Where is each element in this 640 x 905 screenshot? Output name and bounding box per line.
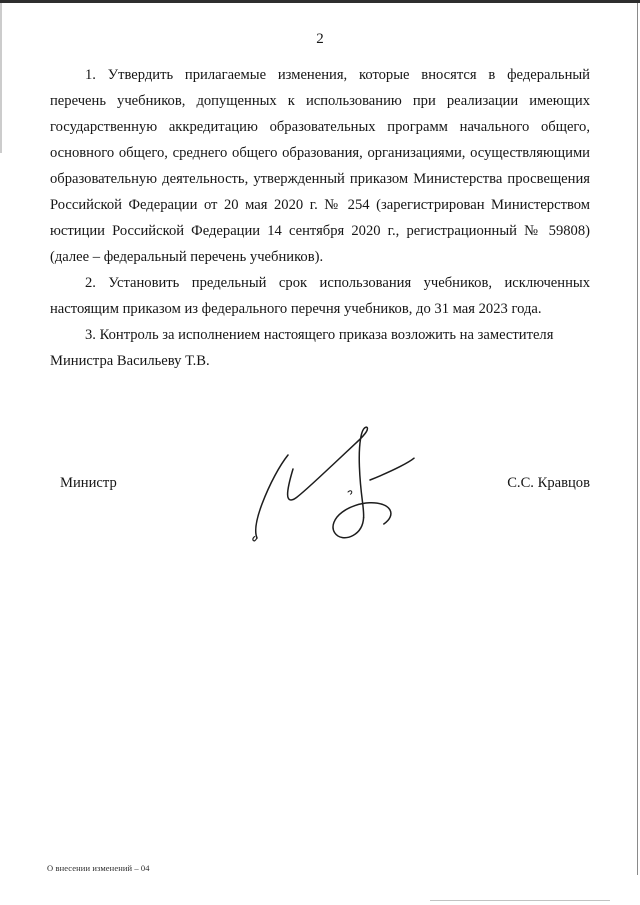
page-number: 2 xyxy=(316,31,324,47)
signature-row xyxy=(0,472,640,494)
paragraph-1: 1. Утвердить прилагаемые изменения, которые вносятся в федеральный перечень учебников, допущенных к использованию при реализации имеющих государственную аккредитацию образовательных программ начального общего, основного общего, среднего общего образования, организациями, осуществляющими образовательную деятельность, утвержденный приказом Министерства просвещения Российской Федерации от 20 мая 2020 г. № 254 (зарегистрирован Министерством юстиции Российской Федерации 14 сентября 2020 г., регистрационный № 59808) (далее – федеральный перечень учебников). xyxy=(50,67,590,265)
scan-artifact-top-edge xyxy=(0,0,640,3)
document-body xyxy=(50,62,590,374)
scan-artifact-left-edge xyxy=(0,3,2,153)
signatory-name: С.С. Кравцов xyxy=(507,475,590,491)
footer-note: О внесении изменений – 04 xyxy=(47,863,150,873)
scan-artifact-bottom-edge xyxy=(430,900,610,901)
paragraph-2: 2. Установить предельный срок использования учебников, исключенных настоящим приказом из федерального перечня учебников, до 31 мая 2023 года. xyxy=(50,275,590,317)
paragraph-3: 3. Контроль за исполнением настоящего приказа возложить на заместителя Министра Васильеву Т.В. xyxy=(50,327,554,369)
signatory-title: Министр xyxy=(60,475,117,491)
scan-artifact-right-edge xyxy=(637,3,638,875)
